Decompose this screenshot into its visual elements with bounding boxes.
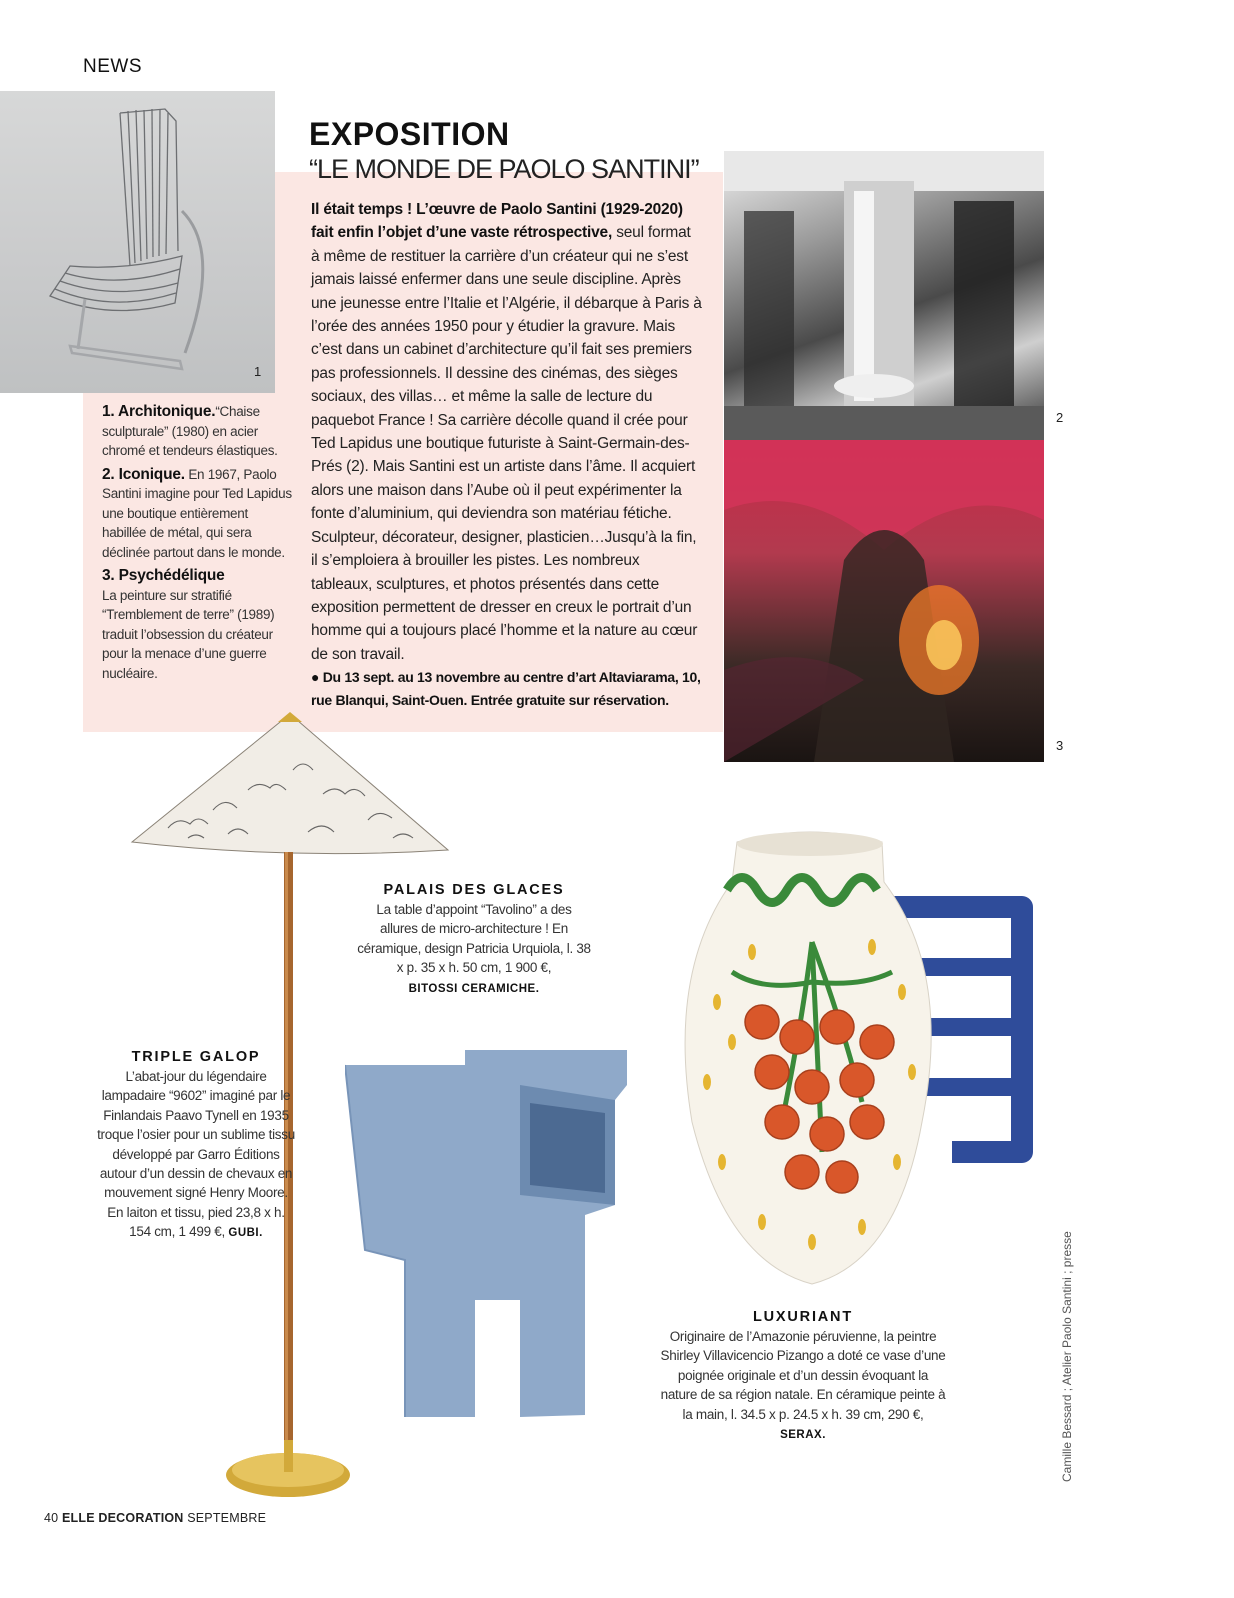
photo-captions [102, 402, 292, 687]
product-title: TRIPLE GALOP [131, 1049, 261, 1065]
caption-text: “Chaise sculpturale” (1980) en acier chromé et tendeurs élastiques. [102, 404, 278, 458]
product-triple-galop [96, 1049, 296, 1244]
product-description [96, 1067, 296, 1244]
caption-title: 1. Architonique. [102, 403, 216, 420]
photo-number: 3 [1056, 738, 1064, 753]
page-number: 40 [44, 1511, 59, 1525]
product-text: La table d’appoint “Tavolino” a des allures de micro-architecture ! En céramique, design Patricia Urquiola, l. 38 x p. 35 x h. 50 cm, 1 900 €, [357, 902, 591, 976]
article-body [311, 198, 703, 666]
vase-illustration [662, 822, 1042, 1302]
product-brand: SERAX. [780, 1429, 826, 1442]
product-brand: BITOSSI CERAMICHE. [408, 982, 540, 995]
issue-month: SEPTEMBRE [187, 1511, 267, 1525]
section-label: NEWS [83, 56, 142, 77]
article-headline: EXPOSITION [309, 116, 510, 152]
photo-credit: Camille Bessard ; Atelier Paolo Santini ; presse [1060, 1231, 1074, 1482]
caption-text: La peinture sur stratifié “Tremblement de terre” (1989) traduit l’obsession du créateur pour la menace d’une guerre nucléaire. [102, 587, 275, 681]
side-table-illustration [345, 1045, 630, 1420]
product-title: PALAIS DES GLACES [383, 882, 565, 898]
photo-number: 2 [1056, 410, 1064, 425]
caption-1 [102, 402, 292, 461]
article-subhead: “LE MONDE DE PAOLO SANTINI” [309, 154, 699, 184]
product-luxuriant [658, 1309, 948, 1445]
magazine-name: ELLE DECORATION [62, 1511, 184, 1525]
product-palais-des-glaces [356, 882, 592, 999]
article-text: seul format à même de restituer la carrière d’un créateur qui ne s’est jamais laissé enfermer dans une seule discipline. Après une jeunesse entre l’Italie et l’Algérie, il débarque à Paris à l’orée des années 1950 pour y étudier la gravure. Mais c’est dans un cabinet d’architecture qu’il fait ses premiers pas professionnels. Il dessine des cinémas, des sièges sociaux, des villas… et même la salle de lecture du paquebot France ! Sa carrière décolle quand il crée pour Ted Lapidus une boutique futuriste à Saint-Germain-des-Prés (2). Mais Santini est un artiste dans l’âme. Il acquiert alors une maison dans l’Aube où il peut expérimenter la fonte d’aluminium, qui deviendra son matériau fétiche. Sculpteur, décorateur, designer, plasticien…Jusqu’à la fin, il s’emploiera à brouiller les pistes. Les nombreux tableaux, sculptures, et photos présentés dans cette exposition permettent de dresser en creux le portrait d’un homme qui a toujours placé l’homme et la nature au cœur de son travail. [311, 224, 702, 663]
page-footer [44, 1511, 266, 1525]
product-description [658, 1327, 948, 1445]
boutique-interior-photo [724, 151, 1044, 440]
caption-text: En 1967, Paolo Santini imagine pour Ted Lapidus une boutique entièrement habillée de métal, qui sera déclinée partout dans le monde. [102, 466, 292, 560]
caption-3 [102, 566, 292, 683]
caption-title: 2. Iconique. [102, 465, 185, 483]
exhibition-info-text: Du 13 sept. au 13 novembre au centre d’art Altaviarama, 10, rue Blanqui, Saint-Ouen. Entrée gratuite sur réservation. [311, 669, 701, 708]
product-description [356, 900, 592, 999]
bullet-icon: ● [311, 669, 320, 685]
product-title: LUXURIANT [753, 1309, 853, 1325]
chair-illustration [0, 91, 275, 393]
exhibition-info [311, 666, 711, 712]
product-brand: GUBI. [228, 1227, 263, 1240]
photo-number: 1 [254, 364, 262, 379]
caption-2 [102, 465, 292, 563]
painting-photo [724, 440, 1044, 762]
caption-title: 3. Psychédélique [102, 567, 225, 584]
product-text: L’abat-jour du légendaire lampadaire “9602” imaginé par le Finlandais Paavo Tynell en 1935 troque l’osier pour un sublime tissu développé par Garro Éditions autour d’un dessin de chevaux en mouvement signé Henry Moore. En laiton et tissu, pied 23,8 x h. 154 cm, 1 499 €, [97, 1069, 295, 1240]
chair-photo [0, 91, 275, 393]
interior-illustration [724, 151, 1044, 440]
article-lead: Il était temps ! L’œuvre de Paolo Santini (1929-2020) fait enfin l’objet d’une vaste rétrospective, [311, 201, 683, 242]
product-text: Originaire de l’Amazonie péruvienne, la peintre Shirley Villavicencio Pizango a doté ce vase d’une poignée originale et d’un dessin évoquant la nature de sa région natale. En céramique peinte à la main, l. 34.5 x p. 24.5 x h. 39 cm, 290 €, [660, 1329, 946, 1422]
painting-illustration [724, 440, 1044, 762]
